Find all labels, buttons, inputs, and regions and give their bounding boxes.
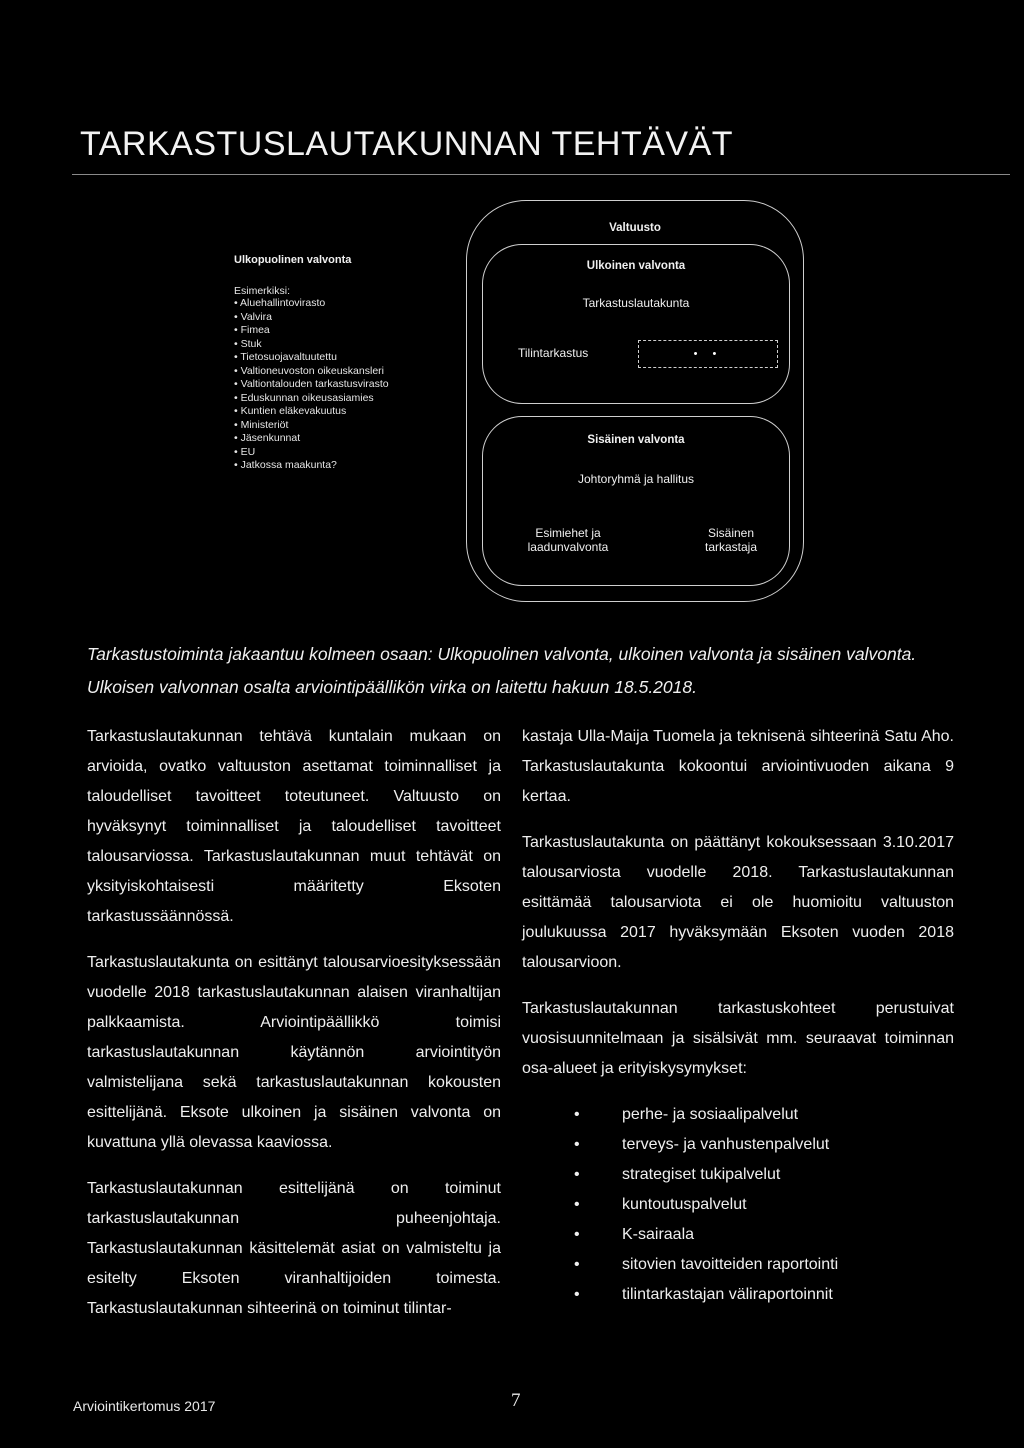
audit-topics-list — [522, 1100, 954, 1310]
paragraph: Tarkastuslautakunta on esittänyt talousarvioesityksessään vuodelle 2018 tarkastuslautakunnan alaisen viranhaltijan palkkaamista. Arviointipäällikkö toimisi tarkastuslautakunnan käytännön arviointityön valmistelijana sekä tarkastuslautakunnan kokousten esittelijänä. Eksote ulkoinen ja sisäinen valvonta on kuvattuna yllä olevassa kaaviossa. — [87, 954, 501, 1151]
external-oversight-intro: Esimerkiksi: — [234, 285, 291, 297]
list-item: • strategiset tukipalvelut — [522, 1160, 954, 1190]
internal-control-label: Sisäinen valvonta — [587, 434, 685, 446]
paragraph: Tarkastuslautakunnan tehtävä kuntalain mukaan on arvioida, ovatko valtuuston asettamat toiminnalliset ja taloudelliset tavoitteet toteutuneet. Valtuusto on hyväksynyt toiminnalliset ja taloudelliset tavoitteet talousarviossa. Tarkastuslautakunnan muut tehtävät on yksityiskohtaisesti määritetty Eksoten tarkastussäännössä. — [87, 728, 501, 925]
page-title: TARKASTUSLAUTAKUNNAN TEHTÄVÄT — [80, 125, 734, 163]
list-item: • EU — [234, 446, 404, 460]
external-control-label: Ulkoinen valvonta — [586, 260, 686, 272]
internal-auditor-line-2: tarkastaja — [704, 540, 758, 554]
paragraph: Tarkastuslautakunnan tarkastuskohteet perustuivat vuosisuunnitelmaan ja sisälsivät mm. seuraavat toiminnan osa-alueet ja erityiskysymykset: — [522, 1000, 954, 1077]
list-item: • K-sairaala — [522, 1220, 954, 1250]
external-oversight-list — [234, 297, 404, 473]
internal-auditor-line-1: Sisäinen — [707, 526, 755, 540]
list-item: • Valvira — [234, 311, 404, 325]
internal-auditor-label — [676, 526, 786, 554]
list-item: • Jäsenkunnat — [234, 432, 404, 446]
list-item: • Fimea — [234, 324, 404, 338]
committee-label: Tarkastuslautakunta — [582, 296, 690, 310]
paragraph: Tarkastuslautakunnan esittelijänä on toiminut tarkastuslautakunnan puheenjohtaja. Tarkastuslautakunnan käsittelemät asiat on valmisteltu ja esitelty Eksoten viranhaltijoiden toimesta. Tarkastuslautakunnan sihteerinä on toiminut tilintar- — [87, 1180, 501, 1317]
list-item: • Ministeriöt — [234, 419, 404, 433]
dashed-placeholder-box — [638, 340, 778, 368]
auditor-label: Tilintarkastus — [518, 346, 589, 360]
managers-label-line-2: laadunvalvonta — [527, 540, 609, 554]
list-item: • Stuk — [234, 338, 404, 352]
list-item: • Aluehallintovirasto — [234, 297, 404, 311]
list-item: • Valtioneuvoston oikeuskansleri — [234, 365, 404, 379]
oversight-diagram — [466, 200, 806, 605]
list-item: • Eduskunnan oikeusasiamies — [234, 392, 404, 406]
list-item: • sitovien tavoitteiden raportointi — [522, 1250, 954, 1280]
council-label: Valtuusto — [609, 222, 661, 234]
placeholder-dots: • • — [693, 348, 723, 360]
title-divider — [72, 174, 1010, 175]
paragraph: Tarkastuslautakunta on päättänyt kokouksessaan 3.10.2017 talousarviosta vuodelle 2018. Tarkastuslautakunnan esittämää talousarviota ei ole huomioitu valtuuston joulukuussa 2017 hyväksymään Eksoten vuoden 2018 talousarvioon. — [522, 834, 954, 971]
list-item: • Valtiontalouden tarkastusvirasto — [234, 378, 404, 392]
external-oversight-heading: Ulkopuolinen valvonta — [234, 254, 352, 266]
list-item: • Jatkossa maakunta? — [234, 459, 404, 473]
managers-label-line-1: Esimiehet ja — [535, 526, 601, 540]
paragraph: kastaja Ulla-Maija Tuomela ja teknisenä sihteerinä Satu Aho. Tarkastuslautakunta kokoontui arviointivuoden aikana 9 kertaa. — [522, 728, 954, 805]
list-item: • terveys- ja vanhustenpalvelut — [522, 1130, 954, 1160]
list-item: • perhe- ja sosiaalipalvelut — [522, 1100, 954, 1130]
list-item: • Tietosuojavaltuutettu — [234, 351, 404, 365]
list-item: • kuntoutuspalvelut — [522, 1190, 954, 1220]
footer-document-name: Arviointikertomus 2017 — [73, 1398, 216, 1414]
board-label: Johtoryhmä ja hallitus — [577, 472, 695, 486]
managers-label — [506, 526, 630, 554]
list-item: • tilintarkastajan väliraportoinnit — [522, 1280, 954, 1310]
list-item: • Kuntien eläkevakuutus — [234, 405, 404, 419]
page-number: 7 — [511, 1390, 521, 1411]
body-left-column — [87, 722, 501, 1340]
diagram-caption: Tarkastustoiminta jakaantuu kolmeen osaan: Ulkopuolinen valvonta, ulkoinen valvonta ja sisäinen valvonta. Ulkoisen valvonnan osalta arviointipäällikön virka on laitettu hakuun 18.5.2018. — [87, 644, 917, 697]
body-right-column — [522, 722, 954, 1310]
